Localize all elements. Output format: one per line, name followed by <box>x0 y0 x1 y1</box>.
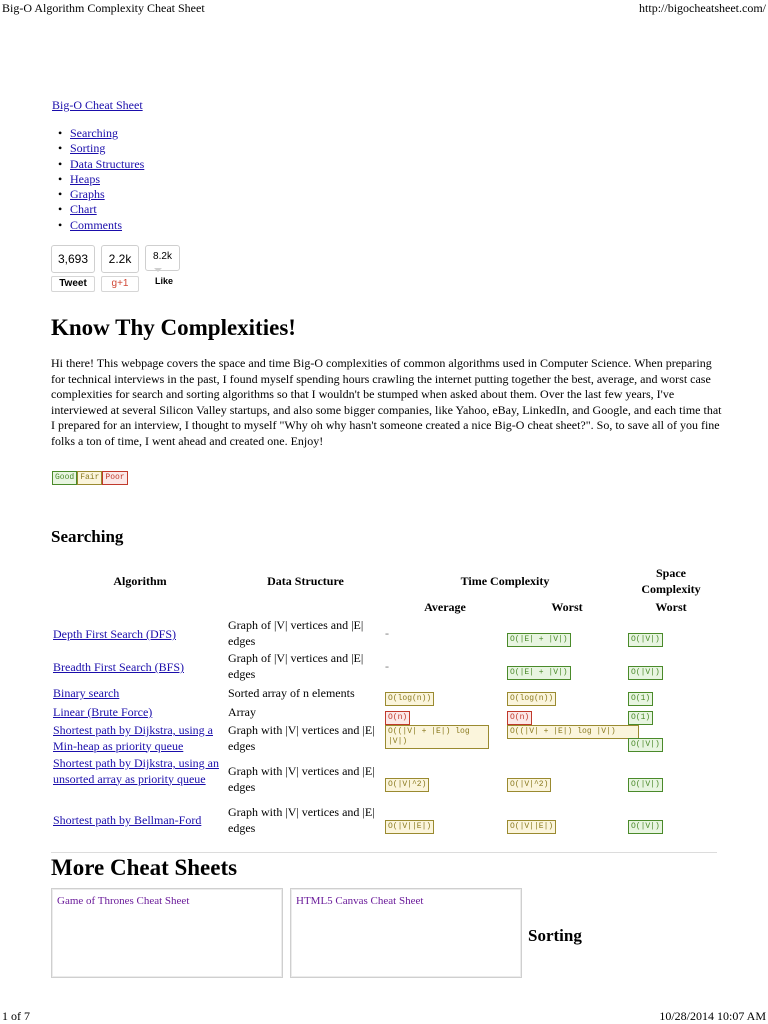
legend-good: Good <box>52 471 77 485</box>
cheat-sheet-canvas-link[interactable]: HTML5 Canvas Cheat Sheet <box>296 895 424 907</box>
print-footer-datetime: 10/28/2014 10:07 AM <box>659 1009 766 1023</box>
space-dijkstra-heap <box>628 733 663 752</box>
ds-dfs: Graph of |V| vertices and |E| edges <box>228 618 364 648</box>
legend-poor: Poor <box>102 471 127 485</box>
section-divider <box>51 852 717 853</box>
ds-dijkstra-heap: Graph with |V| vertices and |E| edges <box>228 723 375 753</box>
algo-bellman-ford-link[interactable]: Shortest path by Bellman-Ford <box>53 813 202 827</box>
like-count-pointer <box>154 268 162 272</box>
gplus-count: 2.2k <box>101 245 139 273</box>
worst-dfs <box>507 628 571 647</box>
section-nav <box>56 126 144 233</box>
worst-linear-badge: O(n) <box>507 711 532 725</box>
col-time-complexity: Time Complexity <box>460 574 550 588</box>
space-bfs-badge: O(|V|) <box>628 666 663 680</box>
space-binary-search-badge: O(1) <box>628 692 653 706</box>
worst-bellman-ford-badge: O(|V||E|) <box>507 820 556 834</box>
col-data-structure: Data Structure <box>267 574 344 588</box>
avg-dijkstra-heap <box>385 725 489 749</box>
searching-heading: Searching <box>51 527 124 546</box>
worst-bfs <box>507 661 571 680</box>
nav-item-comments <box>56 218 144 233</box>
algo-dijkstra-array-link[interactable]: Shortest path by Dijkstra, using an unsorted array as priority queue <box>53 756 219 786</box>
avg-linear-badge: O(n) <box>385 711 410 725</box>
col-average: Average <box>424 600 466 614</box>
avg-bellman-ford-badge: O(|V||E|) <box>385 820 434 834</box>
ds-linear: Array <box>228 705 256 719</box>
worst-binary-search-badge: O(log(n)) <box>507 692 556 706</box>
more-cheat-sheets-heading: More Cheat Sheets <box>51 855 238 880</box>
space-linear-badge: O(1) <box>628 711 653 725</box>
space-dfs <box>628 628 663 647</box>
nav-item-heaps <box>56 172 144 187</box>
nav-link-comments[interactable]: Comments <box>70 217 123 232</box>
gplus-button[interactable] <box>101 276 139 292</box>
nav-item-searching <box>56 126 144 141</box>
ds-binary-search: Sorted array of n elements <box>228 686 355 700</box>
tweet-count: 3,693 <box>51 245 95 273</box>
intro-paragraph: Hi there! This webpage covers the space and time Big-O complexities of common algorithms used in Computer Science. When preparing for technical interviews in the past, I found myself spending hours crawling the internet putting together the best, average, and worst case complexities for search and sorting algorithms so that I wouldn't be stumped when asked about them. Over the last few years, I've interviewed at several Silicon Valley startups, and also some bigger companies, like Yahoo, eBay, LinkedIn, and Google, and each time that I prepared for an interview, I thought to myself "Why oh why hasn't someone created a nice Big-O cheat sheet?". So, to save all of you fine folks a ton of time, I went ahead and created one. Enjoy! <box>51 356 722 448</box>
worst-dijkstra-array-badge: O(|V|^2) <box>507 778 551 792</box>
col-worst: Worst <box>551 600 583 614</box>
nav-link-graphs[interactable]: Graphs <box>70 187 105 202</box>
nav-link-heaps[interactable]: Heaps <box>70 171 100 186</box>
worst-dijkstra-heap <box>507 725 639 739</box>
ds-bfs: Graph of |V| vertices and |E| edges <box>228 651 364 681</box>
space-bellman-ford <box>628 815 663 834</box>
avg-bellman-ford <box>385 815 434 834</box>
like-count: 8.2k <box>145 245 180 271</box>
nav-link-data-structures[interactable]: Data Structures <box>70 156 145 171</box>
legend <box>52 466 128 485</box>
algo-dfs-link[interactable]: Depth First Search (DFS) <box>53 627 176 641</box>
space-dijkstra-array-badge: O(|V|) <box>628 778 663 792</box>
avg-linear <box>385 706 410 725</box>
sorting-heading: Sorting <box>528 926 582 945</box>
nav-link-searching[interactable]: Searching <box>70 126 118 140</box>
nav-link-sorting[interactable]: Sorting <box>70 141 106 156</box>
print-footer-page: 1 of 7 <box>2 1009 30 1023</box>
nav-link-chart[interactable]: Chart <box>70 202 97 217</box>
gplus-icon: g <box>111 278 118 289</box>
col-algorithm: Algorithm <box>113 574 167 588</box>
worst-dijkstra-heap-badge: O((|V| + |E|) log |V|) <box>507 725 639 739</box>
cheat-sheet-got-link[interactable]: Game of Thrones Cheat Sheet <box>57 895 190 907</box>
algo-dijkstra-heap-link[interactable]: Shortest path by Dijkstra, using a Min-heap as priority queue <box>53 723 213 753</box>
tweet-button[interactable]: Tweet <box>51 276 95 292</box>
nav-item-sorting <box>56 141 144 156</box>
col-space-worst: Worst <box>655 600 687 614</box>
worst-bfs-badge: O(|E| + |V|) <box>507 666 571 680</box>
space-dijkstra-array <box>628 773 663 792</box>
like-button[interactable]: Like <box>154 276 173 286</box>
avg-binary-search <box>385 687 434 706</box>
nav-item-data-structures <box>56 157 144 172</box>
page-title: Know Thy Complexities! <box>51 315 296 340</box>
worst-bellman-ford <box>507 815 556 834</box>
ds-bellman-ford: Graph with |V| vertices and |E| edges <box>228 805 375 835</box>
worst-linear <box>507 706 532 725</box>
print-header-url: http://bigocheatsheet.com/ <box>639 1 766 15</box>
worst-dijkstra-array <box>507 773 551 792</box>
cheat-sheet-card-got[interactable] <box>51 888 283 978</box>
nav-item-graphs <box>56 187 144 202</box>
worst-dfs-badge: O(|E| + |V|) <box>507 633 571 647</box>
worst-binary-search <box>507 687 556 706</box>
gplus-label: +1 <box>117 278 129 289</box>
avg-bfs: - <box>385 659 389 673</box>
ds-dijkstra-array: Graph with |V| vertices and |E| edges <box>228 764 375 794</box>
space-binary-search <box>628 687 653 706</box>
avg-dijkstra-array <box>385 773 429 792</box>
space-bellman-ford-badge: O(|V|) <box>628 820 663 834</box>
avg-dijkstra-heap-badge: O((|V| + |E|) log |V|) <box>385 725 489 749</box>
algo-binary-search-link[interactable]: Binary search <box>53 686 120 700</box>
algo-linear-link[interactable]: Linear (Brute Force) <box>53 705 153 719</box>
avg-dfs: - <box>385 626 389 640</box>
space-linear <box>628 706 653 725</box>
space-bfs <box>628 661 663 680</box>
nav-item-chart <box>56 202 144 217</box>
col-space-complexity: Space Complexity <box>641 566 701 596</box>
avg-dijkstra-array-badge: O(|V|^2) <box>385 778 429 792</box>
print-header-title: Big-O Algorithm Complexity Cheat Sheet <box>2 1 205 15</box>
legend-fair: Fair <box>77 471 102 485</box>
avg-binary-search-badge: O(log(n)) <box>385 692 434 706</box>
space-dijkstra-heap-badge: O(|V|) <box>628 738 663 752</box>
cheat-sheet-card-canvas[interactable] <box>290 888 522 978</box>
space-dfs-badge: O(|V|) <box>628 633 663 647</box>
site-home-link[interactable]: Big-O Cheat Sheet <box>52 98 143 112</box>
algo-bfs-link[interactable]: Breadth First Search (BFS) <box>53 660 184 674</box>
